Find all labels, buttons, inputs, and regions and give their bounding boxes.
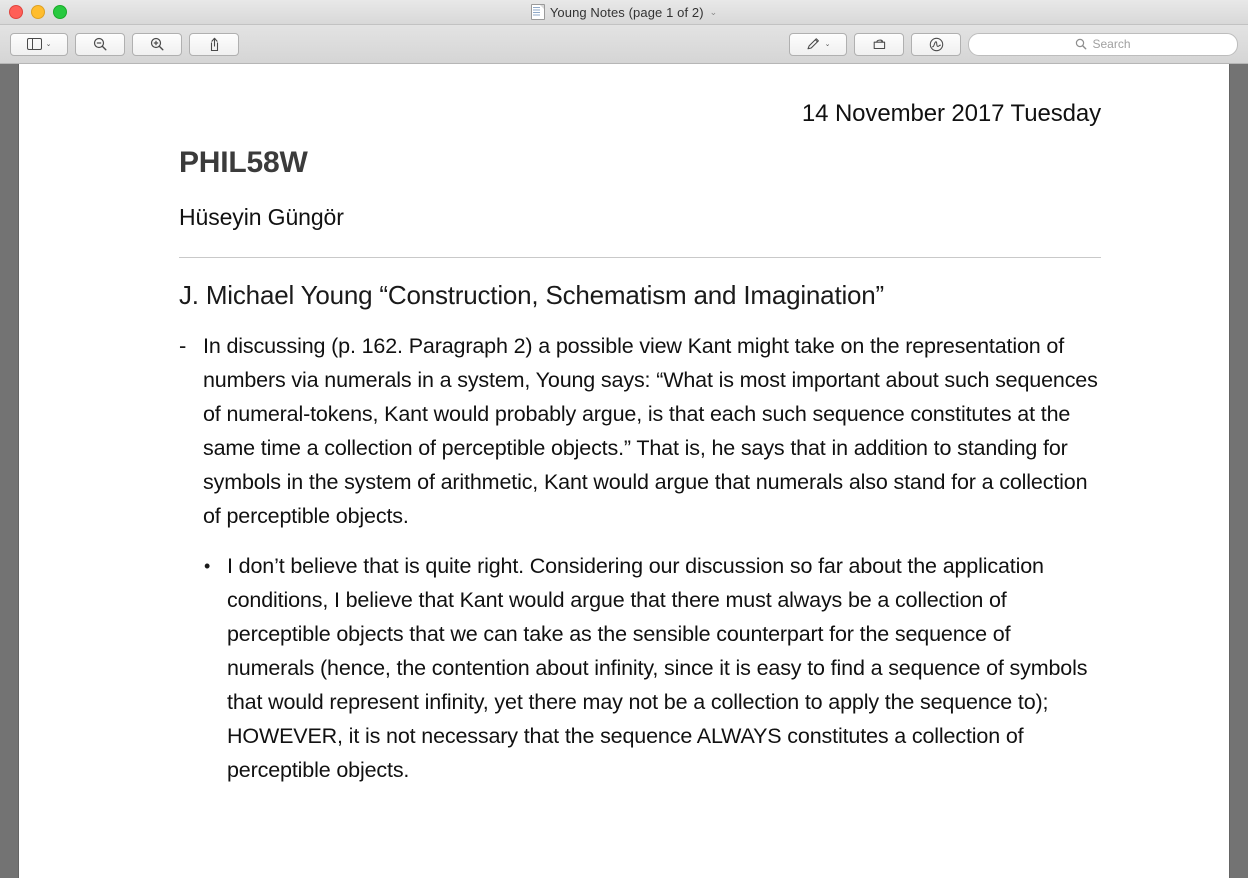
list-item [204,549,1101,787]
chevron-down-icon[interactable]: ⌄ [709,6,718,17]
share-icon [208,37,221,52]
window-title-group [0,4,1248,20]
document-course-title: PHIL58W [179,146,308,179]
zoom-in-icon [150,37,164,51]
rotate-button[interactable] [854,33,904,56]
share-button[interactable] [189,33,239,56]
search-icon [1075,38,1087,50]
sign-icon [929,37,944,52]
document-view[interactable] [0,64,1248,878]
toolbar-left-group [10,33,246,56]
markup-button[interactable] [789,33,847,56]
minimize-button[interactable] [31,5,45,19]
zoom-out-button[interactable] [75,33,125,56]
chevron-down-icon: ⌄ [824,40,831,48]
toolbar-right-group [789,33,1238,56]
annotate-button[interactable] [911,33,961,56]
close-button[interactable] [9,5,23,19]
toolbar [0,25,1248,64]
search-input[interactable] [968,33,1238,56]
window-title: Young Notes (page 1 of 2) [549,4,704,20]
bullet-marker: • [204,556,211,576]
document-page [19,64,1229,878]
zoom-button[interactable] [53,5,67,19]
bullet-text: I don’t believe that is quite right. Considering our discussion so far about the application conditions, I believe that Kant would argue that there must always be a collection of perceptible objects that we can take as the sensible counterpart for the sequence of numerals (hence, the contention about infinity, since it is easy to find a sequence of symbols that would represent infinity, yet there may not be a collection to apply the sequence to); HOWEVER, it is not necessary that the sequence ALWAYS constitutes a collection of perceptible objects. [227,554,1088,782]
bullet-text: In discussing (p. 162. Paragraph 2) a possible view Kant might take on the representation of numbers via numerals in a system, Young says: “What is most important about such sequences of numeral-tokens, Kant would probably argue, is that each such sequence constitutes at the same time a collection of perceptible objects.” That is, he says that in addition to standing for symbols in the system of arithmetic, Kant would argue that numerals also stand for a collection of perceptible objects. [203,334,1098,528]
list-item [179,329,1101,533]
sidebar-icon [27,38,42,50]
divider [179,257,1101,258]
document-date: 14 November 2017 Tuesday [801,100,1101,127]
zoom-in-button[interactable] [132,33,182,56]
bullet-marker: - [179,333,187,358]
traffic-light-buttons [0,5,67,19]
window-titlebar [0,0,1248,25]
document-author: Hüseyin Güngör [179,204,344,230]
rotate-icon [872,37,887,51]
document-icon [531,4,545,20]
sidebar-button[interactable] [10,33,68,56]
pen-icon [806,37,821,51]
search-placeholder: Search [1092,37,1131,51]
zoom-out-icon [93,37,107,51]
document-section-title: J. Michael Young “Construction, Schematism and Imagination” [179,280,885,310]
chevron-down-icon: ⌄ [45,40,52,48]
